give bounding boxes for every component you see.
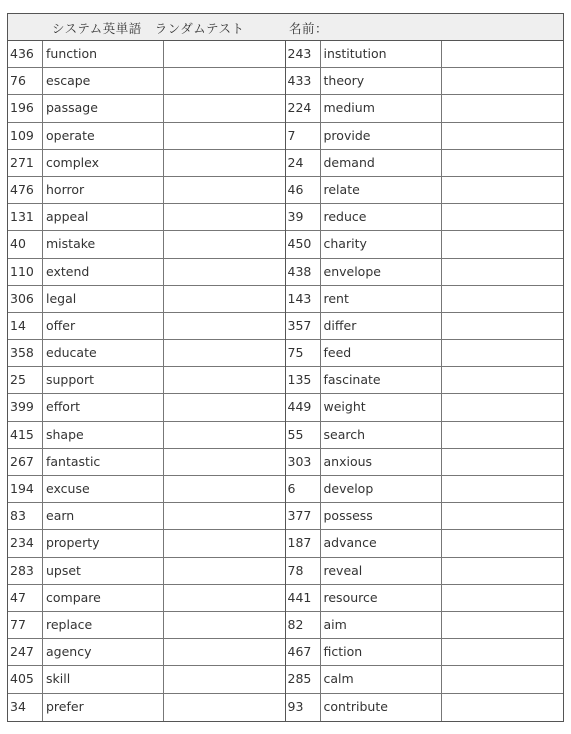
english-word: feed	[321, 340, 442, 366]
english-word: fascinate	[321, 367, 442, 393]
word-number: 6	[286, 476, 321, 502]
english-word: educate	[43, 340, 164, 366]
word-row	[8, 530, 285, 557]
word-row	[8, 259, 285, 286]
english-word: offer	[43, 313, 164, 339]
word-row	[286, 313, 564, 340]
word-number: 303	[286, 449, 321, 475]
name-label: 名前：	[289, 21, 329, 36]
english-word: rent	[321, 286, 442, 312]
answer-cell[interactable]	[442, 231, 564, 257]
answer-cell[interactable]	[164, 367, 285, 393]
word-number: 24	[286, 150, 321, 176]
answer-cell[interactable]	[442, 422, 564, 448]
english-word: compare	[43, 585, 164, 611]
word-number: 438	[286, 259, 321, 285]
english-word: anxious	[321, 449, 442, 475]
word-row	[286, 694, 564, 721]
english-word: escape	[43, 68, 164, 94]
word-grid	[8, 41, 563, 721]
word-number: 224	[286, 95, 321, 121]
word-row	[286, 449, 564, 476]
answer-cell[interactable]	[442, 123, 564, 149]
answer-cell[interactable]	[164, 340, 285, 366]
word-number: 7	[286, 123, 321, 149]
word-row	[8, 422, 285, 449]
answer-cell[interactable]	[442, 313, 564, 339]
word-number: 82	[286, 612, 321, 638]
english-word: legal	[43, 286, 164, 312]
answer-cell[interactable]	[442, 394, 564, 420]
word-row	[286, 95, 564, 122]
word-number: 14	[8, 313, 43, 339]
english-word: earn	[43, 503, 164, 529]
word-row	[286, 585, 564, 612]
english-word: extend	[43, 259, 164, 285]
word-number: 433	[286, 68, 321, 94]
answer-cell[interactable]	[442, 530, 564, 556]
answer-cell[interactable]	[164, 476, 285, 502]
english-word: resource	[321, 585, 442, 611]
word-row	[286, 340, 564, 367]
word-row	[286, 639, 564, 666]
word-number: 143	[286, 286, 321, 312]
answer-cell[interactable]	[164, 666, 285, 692]
answer-cell[interactable]	[164, 585, 285, 611]
word-row	[286, 476, 564, 503]
answer-cell[interactable]	[442, 694, 564, 721]
word-row	[8, 68, 285, 95]
english-word: provide	[321, 123, 442, 149]
word-number: 83	[8, 503, 43, 529]
answer-cell[interactable]	[442, 449, 564, 475]
word-row	[8, 204, 285, 231]
answer-cell[interactable]	[442, 95, 564, 121]
answer-cell[interactable]	[164, 313, 285, 339]
english-word: possess	[321, 503, 442, 529]
word-row	[286, 68, 564, 95]
word-number: 415	[8, 422, 43, 448]
word-number: 449	[286, 394, 321, 420]
word-row	[286, 530, 564, 557]
english-word: medium	[321, 95, 442, 121]
word-row	[8, 558, 285, 585]
word-row	[286, 177, 564, 204]
answer-cell[interactable]	[442, 585, 564, 611]
word-number: 135	[286, 367, 321, 393]
answer-cell[interactable]	[164, 503, 285, 529]
word-number: 78	[286, 558, 321, 584]
word-row	[286, 558, 564, 585]
english-word: operate	[43, 123, 164, 149]
word-row	[8, 340, 285, 367]
word-row	[8, 449, 285, 476]
answer-cell[interactable]	[164, 177, 285, 203]
answer-cell[interactable]	[164, 150, 285, 176]
word-row	[8, 394, 285, 421]
word-number: 467	[286, 639, 321, 665]
english-word: effort	[43, 394, 164, 420]
english-word: passage	[43, 95, 164, 121]
word-number: 75	[286, 340, 321, 366]
word-row	[8, 150, 285, 177]
sheet-title: システム英単語 ランダムテスト	[52, 21, 245, 36]
answer-cell[interactable]	[164, 612, 285, 638]
sheet-header	[8, 14, 563, 41]
word-number: 109	[8, 123, 43, 149]
answer-cell[interactable]	[164, 639, 285, 665]
word-number: 34	[8, 694, 43, 721]
answer-cell[interactable]	[164, 422, 285, 448]
word-row	[8, 612, 285, 639]
word-number: 77	[8, 612, 43, 638]
word-number: 93	[286, 694, 321, 721]
word-number: 267	[8, 449, 43, 475]
english-word: develop	[321, 476, 442, 502]
word-number: 187	[286, 530, 321, 556]
word-row	[8, 313, 285, 340]
word-number: 399	[8, 394, 43, 420]
answer-cell[interactable]	[442, 476, 564, 502]
word-row	[286, 259, 564, 286]
english-word: aim	[321, 612, 442, 638]
english-word: relate	[321, 177, 442, 203]
word-number: 358	[8, 340, 43, 366]
word-number: 196	[8, 95, 43, 121]
word-number: 46	[286, 177, 321, 203]
answer-cell[interactable]	[442, 150, 564, 176]
english-word: fantastic	[43, 449, 164, 475]
word-number: 436	[8, 41, 43, 67]
word-row	[8, 231, 285, 258]
english-word: weight	[321, 394, 442, 420]
word-row	[8, 41, 285, 68]
english-word: function	[43, 41, 164, 67]
word-row	[8, 177, 285, 204]
vocab-test-sheet	[7, 13, 564, 722]
english-word: contribute	[321, 694, 442, 721]
english-word: excuse	[43, 476, 164, 502]
word-column-right	[286, 41, 564, 721]
english-word: institution	[321, 41, 442, 67]
answer-cell[interactable]	[164, 41, 285, 67]
word-number: 110	[8, 259, 43, 285]
word-number: 247	[8, 639, 43, 665]
word-row	[8, 476, 285, 503]
english-word: mistake	[43, 231, 164, 257]
word-row	[286, 41, 564, 68]
english-word: theory	[321, 68, 442, 94]
english-word: horror	[43, 177, 164, 203]
answer-cell[interactable]	[164, 123, 285, 149]
answer-cell[interactable]	[164, 204, 285, 230]
word-number: 47	[8, 585, 43, 611]
word-row	[286, 666, 564, 693]
word-row	[286, 422, 564, 449]
word-number: 285	[286, 666, 321, 692]
english-word: support	[43, 367, 164, 393]
word-row	[8, 585, 285, 612]
answer-cell[interactable]	[442, 340, 564, 366]
english-word: calm	[321, 666, 442, 692]
answer-cell[interactable]	[442, 639, 564, 665]
word-row	[286, 150, 564, 177]
answer-cell[interactable]	[164, 68, 285, 94]
word-number: 234	[8, 530, 43, 556]
answer-cell[interactable]	[442, 367, 564, 393]
word-number: 405	[8, 666, 43, 692]
english-word: differ	[321, 313, 442, 339]
word-number: 357	[286, 313, 321, 339]
answer-cell[interactable]	[164, 558, 285, 584]
english-word: fiction	[321, 639, 442, 665]
word-number: 271	[8, 150, 43, 176]
word-row	[286, 123, 564, 150]
english-word: replace	[43, 612, 164, 638]
word-row	[286, 503, 564, 530]
word-row	[286, 367, 564, 394]
word-row	[8, 639, 285, 666]
english-word: search	[321, 422, 442, 448]
answer-cell[interactable]	[164, 449, 285, 475]
answer-cell[interactable]	[442, 68, 564, 94]
english-word: prefer	[43, 694, 164, 721]
word-number: 377	[286, 503, 321, 529]
word-row	[8, 286, 285, 313]
word-number: 243	[286, 41, 321, 67]
english-word: advance	[321, 530, 442, 556]
word-number: 283	[8, 558, 43, 584]
word-number: 476	[8, 177, 43, 203]
english-word: upset	[43, 558, 164, 584]
english-word: appeal	[43, 204, 164, 230]
answer-cell[interactable]	[442, 612, 564, 638]
english-word: charity	[321, 231, 442, 257]
word-row	[8, 503, 285, 530]
word-number: 450	[286, 231, 321, 257]
word-number: 194	[8, 476, 43, 502]
answer-cell[interactable]	[442, 503, 564, 529]
word-row	[286, 394, 564, 421]
answer-cell[interactable]	[442, 666, 564, 692]
english-word: property	[43, 530, 164, 556]
english-word: shape	[43, 422, 164, 448]
word-row	[286, 286, 564, 313]
answer-cell[interactable]	[164, 231, 285, 257]
english-word: demand	[321, 150, 442, 176]
word-row	[286, 231, 564, 258]
word-row	[8, 123, 285, 150]
word-row	[8, 367, 285, 394]
word-number: 441	[286, 585, 321, 611]
answer-cell[interactable]	[442, 204, 564, 230]
word-row	[286, 204, 564, 231]
answer-cell[interactable]	[164, 95, 285, 121]
answer-cell[interactable]	[442, 259, 564, 285]
answer-cell[interactable]	[164, 694, 285, 721]
answer-cell[interactable]	[442, 558, 564, 584]
word-number: 40	[8, 231, 43, 257]
word-row	[286, 612, 564, 639]
answer-cell[interactable]	[442, 41, 564, 67]
english-word: envelope	[321, 259, 442, 285]
english-word: reveal	[321, 558, 442, 584]
word-column-left	[8, 41, 286, 721]
answer-cell[interactable]	[442, 177, 564, 203]
answer-cell[interactable]	[164, 530, 285, 556]
answer-cell[interactable]	[164, 259, 285, 285]
word-number: 306	[8, 286, 43, 312]
english-word: complex	[43, 150, 164, 176]
word-row	[8, 666, 285, 693]
word-number: 25	[8, 367, 43, 393]
answer-cell[interactable]	[164, 394, 285, 420]
english-word: reduce	[321, 204, 442, 230]
answer-cell[interactable]	[442, 286, 564, 312]
word-number: 76	[8, 68, 43, 94]
english-word: skill	[43, 666, 164, 692]
word-number: 39	[286, 204, 321, 230]
answer-cell[interactable]	[164, 286, 285, 312]
word-number: 131	[8, 204, 43, 230]
word-row	[8, 694, 285, 721]
word-number: 55	[286, 422, 321, 448]
english-word: agency	[43, 639, 164, 665]
word-row	[8, 95, 285, 122]
